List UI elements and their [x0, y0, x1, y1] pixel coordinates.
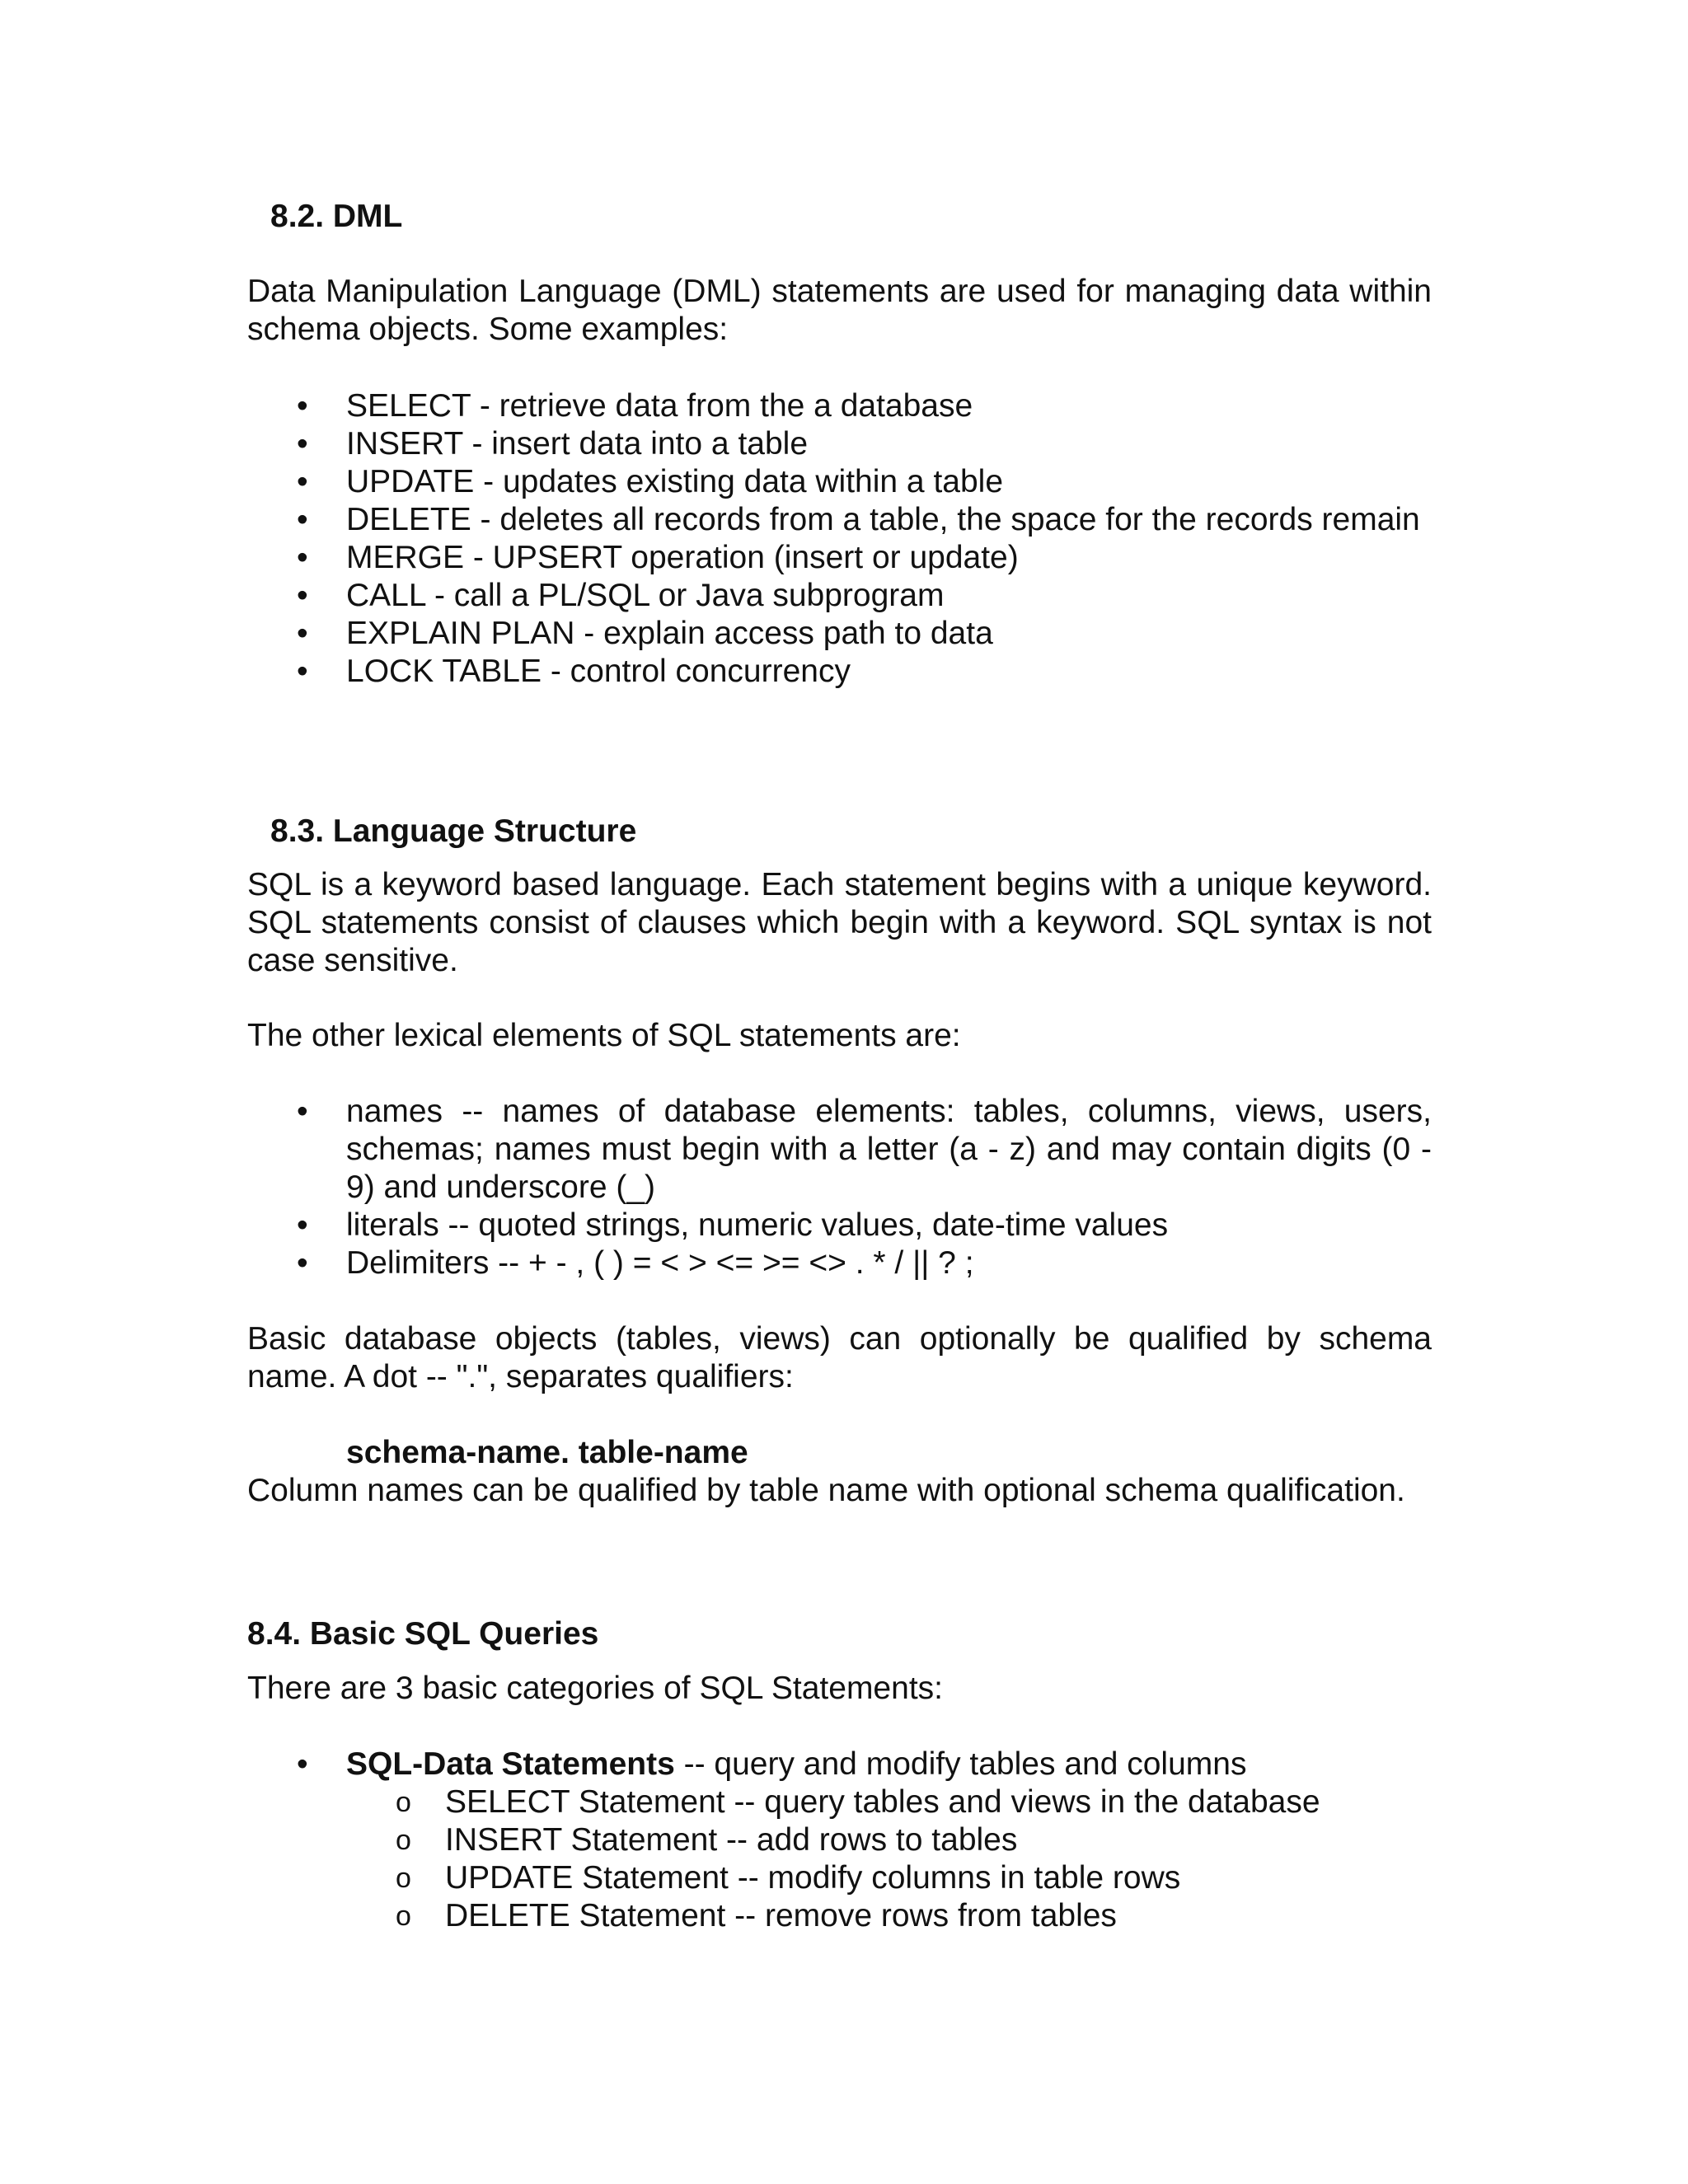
language-structure-paragraph: SQL is a keyword based language. Each statement begins with a unique keyword. SQL statements consist of clauses which begin with a keyword. SQL syntax is not case sensitive. — [247, 867, 1432, 978]
bullet-icon: • — [297, 616, 308, 651]
list-item: • Delimiters -- + - , ( ) = < > <= >= <> . * / || ? ; — [297, 1245, 974, 1281]
bullet-icon: • — [297, 1245, 308, 1281]
list-item: • UPDATE - updates existing data within a table — [297, 464, 1004, 499]
lexical-elements-intro: The other lexical elements of SQL statements are: — [247, 1018, 961, 1053]
section-heading-language-structure: 8.3. Language Structure — [270, 813, 637, 849]
lexical-elements-list — [247, 1093, 1432, 1282]
sql-categories-list — [247, 1746, 1432, 1935]
bullet-icon: • — [297, 578, 308, 613]
section-heading-basic-sql-queries: 8.4. Basic SQL Queries — [247, 1616, 599, 1652]
sub-list-item: o UPDATE Statement -- modify columns in table rows — [396, 1860, 1181, 1896]
column-qualification-paragraph: Column names can be qualified by table name with optional schema qualification. — [247, 1473, 1405, 1508]
list-item: • DELETE - deletes all records from a table, the space for the records remain — [297, 502, 1420, 537]
dml-statement-list — [247, 387, 1432, 691]
list-item: • INSERT - insert data into a table — [297, 426, 809, 462]
bullet-icon: • — [297, 540, 308, 575]
sql-data-statements-sublist — [346, 1783, 1432, 1935]
bullet-icon: • — [297, 502, 308, 537]
bullet-icon: • — [297, 426, 308, 462]
bullet-icon: • — [297, 1746, 308, 1782]
dml-intro-paragraph: Data Manipulation Language (DML) statements are used for managing data within schema objects. Some examples: — [247, 274, 1432, 347]
hollow-bullet-icon: o — [396, 1863, 411, 1894]
hollow-bullet-icon: o — [396, 1787, 411, 1818]
sql-categories-intro: There are 3 basic categories of SQL Statements: — [247, 1671, 943, 1706]
category-description: -- query and modify tables and columns — [674, 1746, 1247, 1782]
bullet-icon: • — [297, 464, 308, 499]
list-item: • LOCK TABLE - control concurrency — [297, 654, 851, 689]
sub-list-item: o DELETE Statement -- remove rows from tables — [396, 1898, 1117, 1933]
bullet-icon: • — [297, 388, 308, 424]
list-item — [247, 1746, 1432, 1935]
list-item: • CALL - call a PL/SQL or Java subprogram — [297, 578, 945, 613]
hollow-bullet-icon: o — [396, 1900, 411, 1932]
section-heading-dml: 8.2. DML — [270, 199, 403, 234]
list-item: • MERGE - UPSERT operation (insert or update) — [297, 540, 1019, 575]
list-item: • SELECT - retrieve data from the a database — [297, 388, 973, 424]
list-item: • EXPLAIN PLAN - explain access path to data — [297, 616, 993, 651]
qualified-name-example: schema-name. table-name — [346, 1435, 748, 1470]
sub-list-item: o INSERT Statement -- add rows to tables — [396, 1822, 1018, 1858]
bullet-icon: • — [297, 1207, 308, 1243]
bullet-icon: • — [297, 1094, 308, 1129]
category-title: SQL-Data Statements — [346, 1746, 675, 1782]
hollow-bullet-icon: o — [396, 1825, 411, 1856]
bullet-icon: • — [297, 654, 308, 689]
qualification-paragraph: Basic database objects (tables, views) can optionally be qualified by schema name. A dot -- ".", separates qualifiers: — [247, 1321, 1432, 1394]
list-item: • names -- names of database elements: tables, columns, views, users, schemas; names must begin with a letter (a - z) and may contain digits (0 - 9) and underscore (_) — [297, 1094, 1432, 1205]
list-item: • literals -- quoted strings, numeric values, date-time values — [297, 1207, 1169, 1243]
sub-list-item: o SELECT Statement -- query tables and views in the database — [396, 1784, 1320, 1820]
